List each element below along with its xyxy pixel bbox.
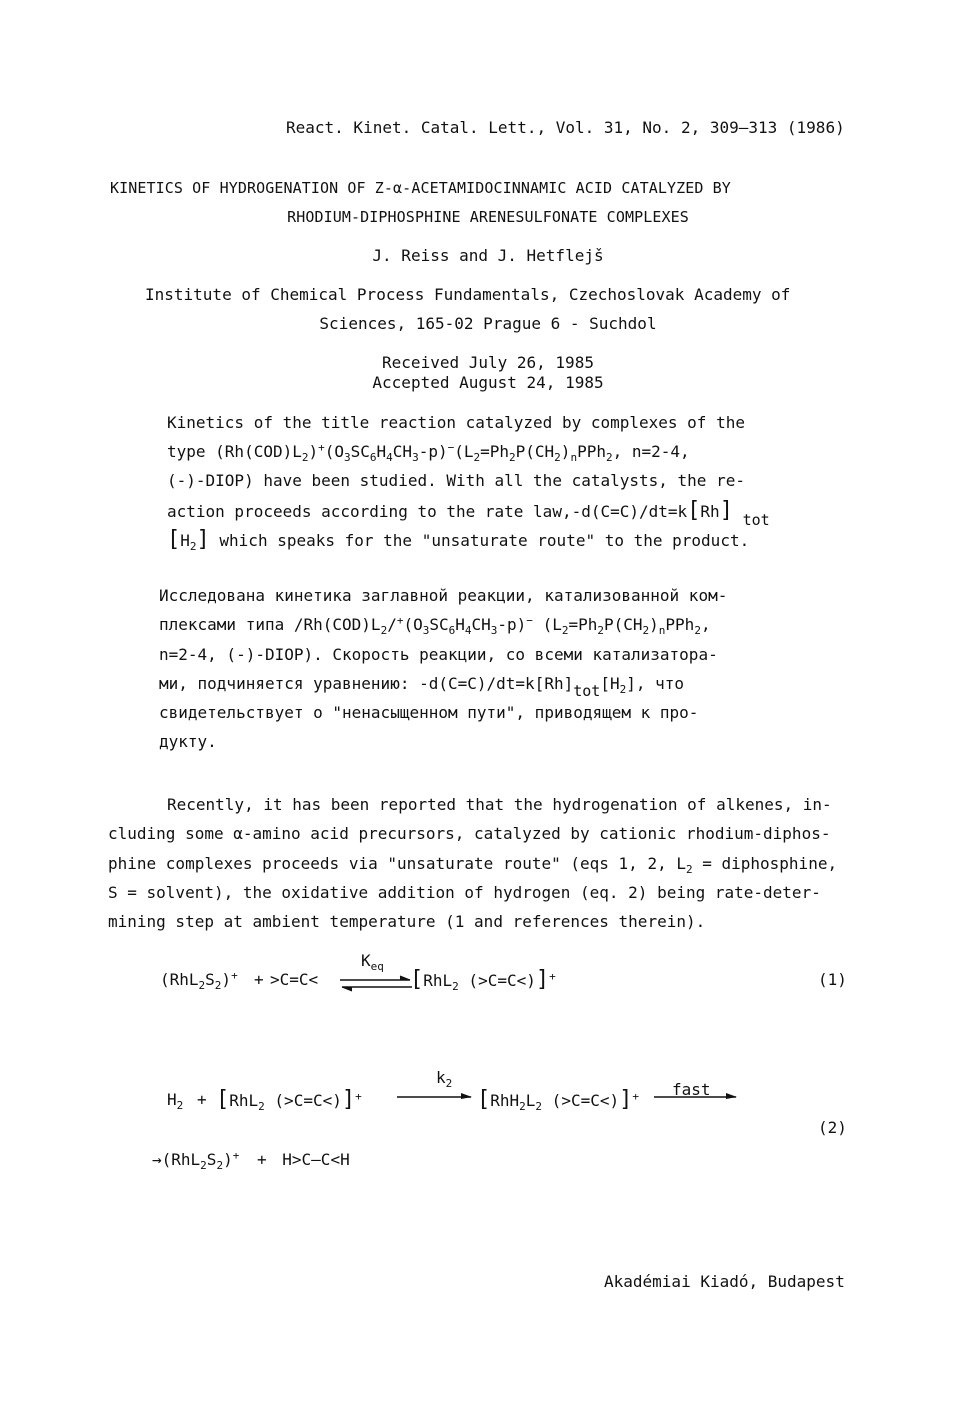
affiliation-line-1: Institute of Chemical Process Fundamentals, Czechoslovak Academy of bbox=[145, 285, 791, 304]
abstract-en-line-2: type $(Rh(COD)L_2)^+(O_3SC_6H_4CH_3-p)^-(L_2=Ph_2P(CH_2)_nPPh_2$, n=2-4, bbox=[167, 441, 690, 464]
forward-arrow-icon bbox=[395, 1090, 475, 1104]
eq2-dihydride-complex: [$RhH_2L_2$ (>C=C<)]+ bbox=[477, 1087, 639, 1113]
body-line-3: phine complexes proceeds via "unsaturate route" (eqs 1, 2, $L_2$ = diphosphine, bbox=[108, 854, 838, 876]
eq2-number: (2) bbox=[818, 1118, 847, 1137]
body-line-2: cluding some α-amino acid precursors, catalyzed by cationic rhodium-diphos- bbox=[108, 824, 831, 843]
abstract-en-line-4: action proceeds according to the rate law,-d(C=C)/dt=k[Rh] $_{tot}$ bbox=[167, 498, 770, 529]
eq2-olefin-complex: [RhL$_2$ (>C=C<)]+ bbox=[216, 1087, 362, 1113]
abstract-ru-line-6: дукту. bbox=[159, 732, 217, 751]
abstract-en-line-5: $[H_2]$ which speaks for the "unsaturate route" to the product. bbox=[167, 527, 750, 553]
abstract-ru-line-1: Исследована кинетика заглавной реакции, катализованной ком- bbox=[159, 586, 728, 605]
abstract-ru-line-5: свидетельствует о "ненасыщенном пути", приводящем к про- bbox=[159, 703, 699, 722]
eq2-k2-label: $k_2$ bbox=[436, 1068, 453, 1090]
body-line-1: Recently, it has been reported that the hydrogenation of alkenes, in- bbox=[167, 795, 832, 814]
eq1-number: (1) bbox=[818, 970, 847, 989]
affiliation-line-2: Sciences, 165-02 Prague 6 - Suchdol bbox=[319, 314, 657, 333]
abstract-ru-line-2: плексами типа $/Rh(COD)L_2/^+(O_3SC_6H_4CH_3-p)^-$ ($L_2=Ph_2P(CH_2)_nPPh_2$, bbox=[159, 614, 711, 637]
abstract-en-line-3: (-)-DIOP) have been studied. With all the catalysts, the re- bbox=[167, 471, 745, 490]
paper-title-line-2: RHODIUM-DIPHOSPHINE ARENESULFONATE COMPLEXES bbox=[287, 208, 689, 226]
eq1-olefin: >C=C< bbox=[270, 970, 319, 989]
abstract-en-line-1: Kinetics of the title reaction catalyzed by complexes of the bbox=[167, 413, 745, 432]
paper-title-line-1: KINETICS OF HYDROGENATION OF Z-α-ACETAMIDOCINNAMIC ACID CATALYZED BY bbox=[110, 179, 731, 197]
accepted-date: Accepted August 24, 1985 bbox=[372, 373, 604, 392]
authors: J. Reiss and J. Hetflejš bbox=[372, 246, 604, 265]
eq2-hydrogen: $H_2$ bbox=[167, 1090, 184, 1112]
publisher: Akadémiai Kiadó, Budapest bbox=[604, 1272, 845, 1291]
eq1-product-complex: [RhL$_2$ (>C=C<)]+ bbox=[410, 967, 556, 993]
abstract-ru-line-3: n=2-4, (-)-DIOP). Скорость реакции, со всеми катализатора- bbox=[159, 645, 718, 664]
equilibrium-arrow-icon bbox=[338, 974, 414, 994]
body-line-4: S = solvent), the oxidative addition of hydrogen (eq. 2) being rate-deter- bbox=[108, 883, 821, 902]
eq1-keq-label: $K_{eq}$ bbox=[361, 951, 384, 973]
fast-arrow-icon bbox=[652, 1090, 740, 1104]
eq1-reactant-complex: $(RhL_2S_2)^+$ bbox=[160, 969, 238, 992]
body-line-5: mining step at ambient temperature (1 and references therein). bbox=[108, 912, 706, 931]
eq1-plus: + bbox=[254, 970, 264, 989]
abstract-ru-line-4: ми, подчиняется уравнению: $-d(C=C)/dt=k[Rh]_{tot}[H_2]$, что bbox=[159, 674, 684, 700]
eq2-plus: + bbox=[197, 1090, 207, 1109]
journal-reference: React. Kinet. Catal. Lett., Vol. 31, No. 2, 309–313 (1986) bbox=[286, 118, 845, 137]
eq2-products: $\to(RhL_2S_2)^+ + H>C-C<H$ bbox=[152, 1149, 350, 1172]
received-date: Received July 26, 1985 bbox=[382, 353, 594, 372]
eq2-fast-label: fast bbox=[672, 1080, 711, 1099]
